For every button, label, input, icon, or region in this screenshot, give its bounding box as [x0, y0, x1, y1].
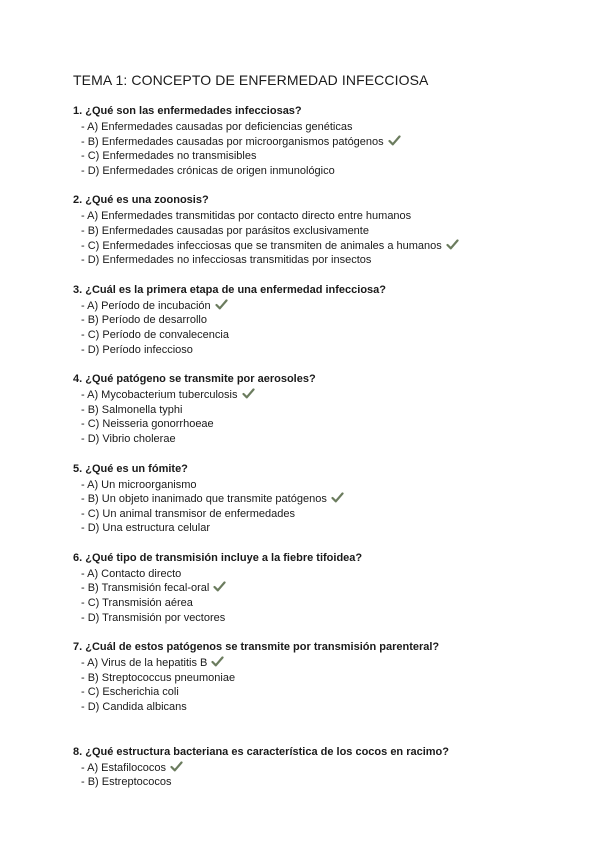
- answer-option: [81, 775, 573, 790]
- answer-option: [81, 685, 573, 700]
- answer-options: [73, 567, 573, 625]
- answer-option-label: - D) Candida albicans: [81, 701, 187, 714]
- question-block: [73, 551, 573, 625]
- question-text: 2. ¿Qué es una zoonosis?: [73, 194, 209, 207]
- answer-option: [81, 149, 573, 164]
- answer-option-label: - C) Escherichia coli: [81, 686, 179, 699]
- answer-option-label: - B) Transmisión fecal-oral: [81, 582, 210, 595]
- answer-option: [81, 492, 573, 507]
- answer-option: [81, 596, 573, 611]
- question-block: [73, 104, 573, 178]
- answer-option-label: - B) Un objeto inanimado que transmite patógenos: [81, 493, 327, 506]
- answer-option: [81, 313, 573, 328]
- question-spacer: [73, 536, 573, 551]
- answer-option: [81, 164, 573, 179]
- check-mark-icon: [213, 581, 226, 592]
- answer-option-label: - D) Período infeccioso: [81, 343, 193, 356]
- answer-option: [81, 521, 573, 536]
- question-text: 3. ¿Cuál es la primera etapa de una enfermedad infecciosa?: [73, 283, 387, 296]
- answer-option: [81, 611, 573, 626]
- check-mark-icon: [388, 135, 401, 146]
- answer-option: [81, 120, 573, 135]
- answer-option-label: - B) Período de desarrollo: [81, 314, 207, 327]
- question-spacer: [73, 268, 573, 283]
- question-list: [73, 104, 573, 790]
- check-mark-icon: [170, 761, 183, 772]
- answer-option-label: - D) Una estructura celular: [81, 522, 210, 535]
- check-mark-icon: [331, 492, 344, 503]
- answer-option-label: - D) Enfermedades no infecciosas transmitidas por insectos: [81, 254, 372, 267]
- answer-option-label: - B) Enfermedades causadas por microorganismos patógenos: [81, 135, 384, 148]
- check-mark-icon: [211, 656, 224, 667]
- answer-options: [73, 388, 573, 446]
- check-mark-icon: [242, 388, 255, 399]
- answer-option: [81, 224, 573, 239]
- answer-options: [73, 299, 573, 357]
- question-text: 7. ¿Cuál de estos patógenos se transmite por transmisión parenteral?: [73, 641, 440, 654]
- answer-option-label: - B) Streptococcus pneumoniae: [81, 671, 236, 684]
- answer-option: [81, 209, 573, 224]
- question-text: 4. ¿Qué patógeno se transmite por aerosoles?: [73, 373, 316, 386]
- question-block: [73, 745, 573, 790]
- answer-option-label: - C) Neisseria gonorrhoeae: [81, 418, 214, 431]
- answer-option-label: - A) Enfermedades causadas por deficiencias genéticas: [81, 121, 353, 133]
- answer-options: [73, 761, 573, 790]
- answer-option-label: - B) Salmonella typhi: [81, 403, 183, 416]
- answer-option: [81, 239, 573, 254]
- answer-option: [81, 388, 573, 403]
- answer-option: [81, 761, 573, 776]
- answer-option-label: - C) Enfermedades infecciosas que se transmiten de animales a humanos: [81, 239, 442, 252]
- question-spacer: [73, 357, 573, 372]
- answer-option: [81, 478, 573, 493]
- answer-option-label: - D) Enfermedades crónicas de origen inmunológico: [81, 164, 335, 177]
- question-block: [73, 193, 573, 267]
- answer-option-label: - B) Estreptococos: [81, 776, 172, 789]
- answer-option-label: - A) Enfermedades transmitidas por contacto directo entre humanos: [81, 210, 412, 223]
- question-block: [73, 640, 573, 714]
- question-spacer: [73, 447, 573, 462]
- answer-option-label: - A) Contacto directo: [81, 567, 182, 580]
- answer-option-label: - D) Vibrio cholerae: [81, 432, 176, 445]
- answer-option: [81, 343, 573, 358]
- answer-option-label: - C) Un animal transmisor de enfermedades: [81, 507, 295, 520]
- answer-option-label: - B) Enfermedades causadas por parásitos exclusivamente: [81, 224, 369, 237]
- answer-option: [81, 328, 573, 343]
- answer-option: [81, 417, 573, 432]
- question-text: 5. ¿Qué es un fómite?: [73, 462, 188, 475]
- answer-option-label: - A) Un microorganismo: [81, 478, 197, 491]
- answer-options: [73, 120, 573, 178]
- answer-option: [81, 656, 573, 671]
- answer-option-label: - C) Enfermedades no transmisibles: [81, 150, 257, 163]
- check-mark-icon: [215, 299, 228, 310]
- question-text: 1. ¿Qué son las enfermedades infecciosas?: [73, 105, 302, 117]
- question-block: [73, 283, 573, 357]
- check-mark-icon: [446, 239, 459, 250]
- answer-option-label: - C) Transmisión aérea: [81, 597, 193, 610]
- question-text: 6. ¿Qué tipo de transmisión incluye a la fiebre tifoidea?: [73, 551, 363, 564]
- answer-options: [73, 656, 573, 714]
- question-block: [73, 372, 573, 446]
- answer-option: [81, 581, 573, 596]
- answer-option-label: - A) Período de incubación: [81, 299, 211, 312]
- answer-option: [81, 403, 573, 418]
- answer-option-label: - A) Virus de la hepatitis B: [81, 657, 208, 670]
- answer-options: [73, 478, 573, 536]
- question-spacer: [73, 178, 573, 193]
- question-block: [73, 462, 573, 536]
- answer-option: [81, 299, 573, 314]
- answer-option: [81, 671, 573, 686]
- answer-option: [81, 567, 573, 582]
- answer-option: [81, 507, 573, 522]
- answer-option: [81, 135, 573, 150]
- answer-option: [81, 432, 573, 447]
- answer-option-label: - A) Estafilococos: [81, 761, 166, 774]
- answer-options: [73, 209, 573, 267]
- answer-option-label: - C) Período de convalecencia: [81, 328, 229, 341]
- question-text: 8. ¿Qué estructura bacteriana es característica de los cocos en racimo?: [73, 745, 449, 758]
- question-spacer: [73, 715, 573, 745]
- document-page: [73, 72, 573, 790]
- answer-option-label: - A) Mycobacterium tuberculosis: [81, 389, 238, 402]
- answer-option: [81, 700, 573, 715]
- question-spacer: [73, 625, 573, 640]
- answer-option: [81, 253, 573, 268]
- answer-option-label: - D) Transmisión por vectores: [81, 611, 226, 624]
- page-title: TEMA 1: CONCEPTO DE ENFERMEDAD INFECCIOSA: [73, 72, 429, 88]
